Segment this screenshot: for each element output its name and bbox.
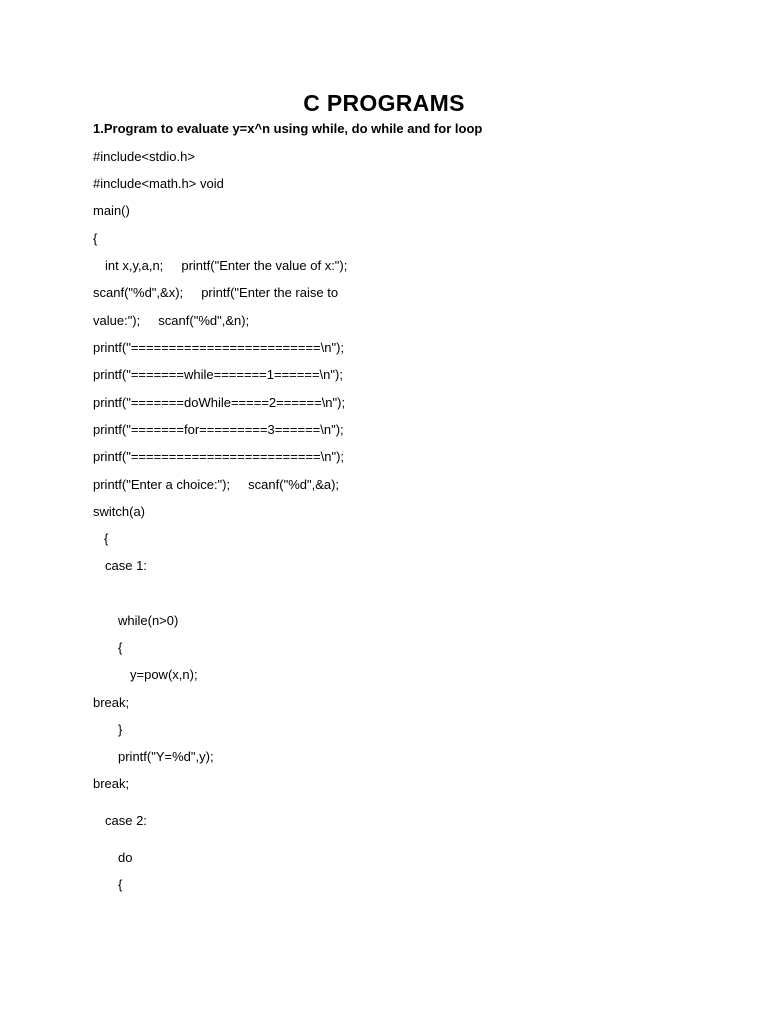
code-line: #include<stdio.h> xyxy=(93,149,195,164)
code-line: printf("=======for=========3======\n"); xyxy=(93,422,344,437)
code-line: #include<math.h> void xyxy=(93,176,224,191)
code-line: printf("=========================\n"); xyxy=(93,449,345,464)
code-line: main() xyxy=(93,203,130,218)
code-line: { xyxy=(118,640,123,655)
code-line: printf("=======doWhile=====2======\n"); xyxy=(93,395,346,410)
code-line: int x,y,a,n; printf("Enter the value of x:"); xyxy=(105,258,348,273)
code-line: { xyxy=(118,877,123,892)
code-line: switch(a) xyxy=(93,504,146,519)
code-line: y=pow(x,n); xyxy=(130,667,198,682)
code-line: } xyxy=(118,722,123,737)
program-heading: 1.Program to evaluate y=x^n using while, do while and for loop xyxy=(93,121,483,136)
code-line: printf("=======while=======1======\n"); xyxy=(93,367,343,382)
code-line: printf("Y=%d",y); xyxy=(118,749,214,764)
code-line: case 1: xyxy=(105,558,147,573)
code-line: { xyxy=(93,231,98,246)
code-line: printf("Enter a choice:"); scanf("%d",&a); xyxy=(93,477,340,492)
code-line: scanf("%d",&x); printf("Enter the raise to xyxy=(93,285,339,300)
code-line: break; xyxy=(93,776,130,791)
code-line: break; xyxy=(93,695,130,710)
code-line: case 2: xyxy=(105,813,147,828)
code-line: printf("=========================\n"); xyxy=(93,340,345,355)
code-line: { xyxy=(104,531,109,546)
page-title: C PROGRAMS xyxy=(303,90,465,116)
code-line: value:"); scanf("%d",&n); xyxy=(93,313,250,328)
code-line: while(n>0) xyxy=(118,613,179,628)
code-line: do xyxy=(118,850,133,865)
